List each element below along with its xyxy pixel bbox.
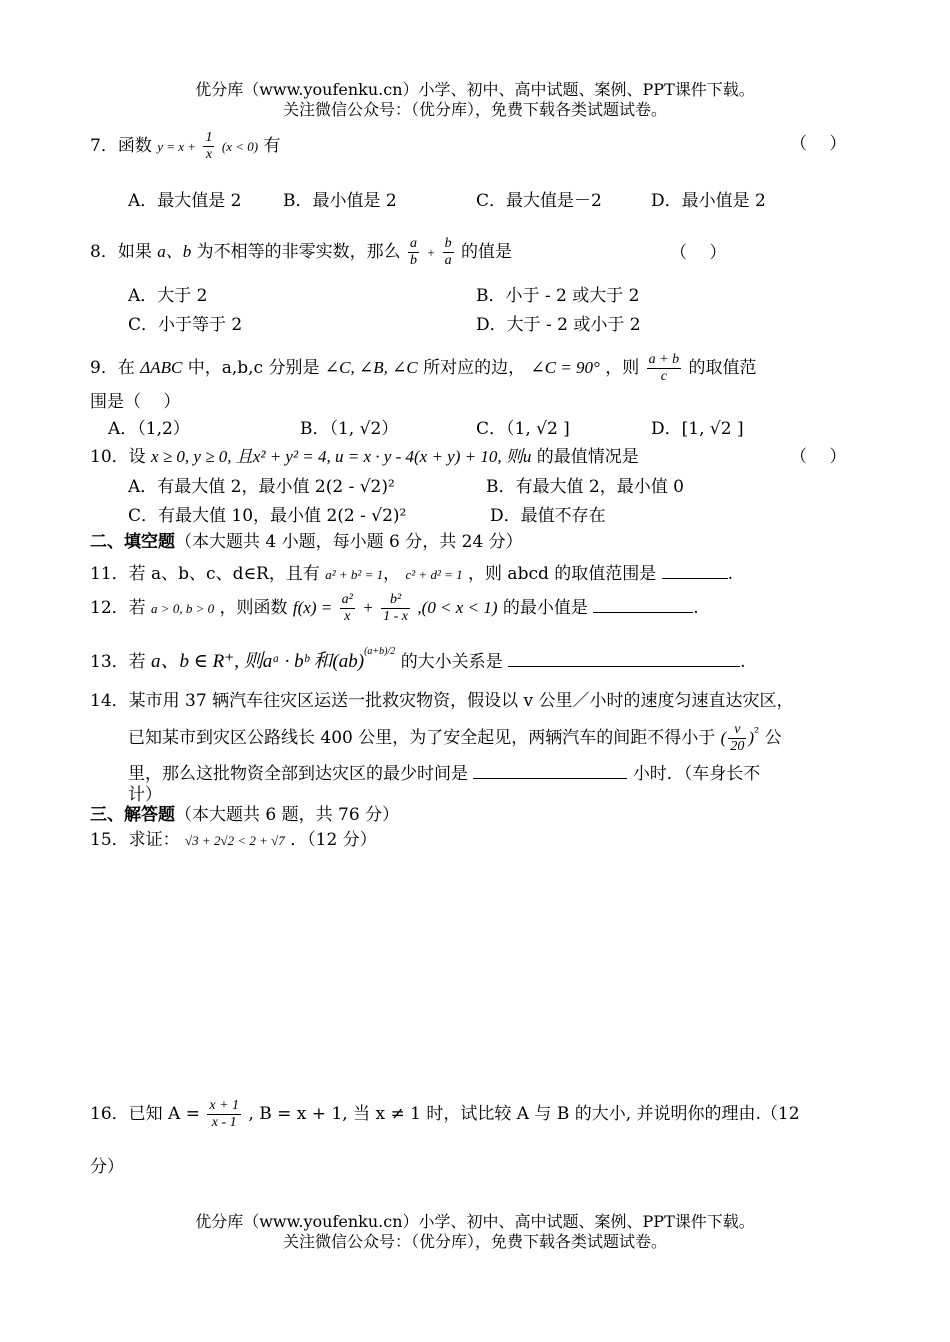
footer-line-2: 关注微信公众号：（优分库），免费下载各类试题试卷。 (282, 1232, 667, 1251)
header-line-1: 优分库（www.youfenku.cn）小学、初中、高中试题、案例、PPT课件下载。 (195, 80, 755, 99)
question-9 (90, 352, 757, 385)
q11-text-1: 11．若 a、b、c、d∈R，且有 (90, 564, 320, 584)
q8-fraction-a-over-b: $\frac{a}{b}$ (410, 236, 418, 268)
q16-text-1: 16．已知 A = (90, 1104, 200, 1124)
q9-triangle: ΔABC (140, 358, 183, 377)
q14-line-4: 计） (128, 785, 162, 805)
section-3-title: 三、解答题 (90, 805, 175, 825)
q7-answer-bracket: （ ） (790, 134, 847, 154)
q10-option-d: D．最值不存在 (490, 506, 606, 526)
q14-line-1: 14．某市用 37 辆汽车往灾区运送一批救灾物资，假设以 v 公里／小时的速度匀速直达灾区， (90, 691, 794, 711)
q9-continuation: 围是（ ） (90, 392, 181, 412)
q12-end: . (693, 598, 699, 618)
q12-fraction-2: $\frac{\text{b²}}{1 - x}$ (383, 592, 409, 624)
q8-option-a: A．大于 2 (128, 286, 208, 306)
q10-option-b: B．有最大值 2，最小值 0 (486, 477, 684, 497)
q7-fraction: $\frac{1}{x}$ (205, 130, 213, 162)
q7-suffix: 有 (263, 136, 281, 156)
section-2-desc: （本大题共 4 小题，每小题 6 分，共 24 分） (175, 532, 523, 552)
q9-suffix: 的取值范 (688, 358, 757, 378)
q11-formula-1: a² + b² = 1 (325, 567, 384, 582)
q12-fx: f(x) = (292, 598, 333, 617)
q9-mid: 中，a,b,c 分别是 (187, 358, 320, 378)
q8-option-c: C．小于等于 2 (128, 315, 243, 335)
q10-number: 10．设 (90, 447, 146, 467)
q9-option-b: B．（1, √2） (300, 419, 399, 439)
q7-option-b: B．最小值是 2 (283, 191, 397, 211)
q14-line-3 (128, 765, 760, 784)
q7-formula: y = x + (157, 139, 197, 154)
q9-angles: ∠C, ∠B, ∠C (324, 358, 418, 377)
question-10 (90, 448, 639, 467)
q8-mid: 为不相等的非零实数，那么 (196, 242, 401, 262)
q11-text-2: ，则 abcd 的取值范围是 (468, 564, 657, 584)
q13-formula: a、b ∈ R⁺, 则aᵃ · bᵇ 和(ab) (151, 651, 365, 672)
q10-formula: x ≥ 0, y ≥ 0, 且x² + y² = 4, u = x · y - 4(x + y) + 10, 则u (151, 447, 532, 466)
q11-formula-2: c² + d² = 1 (405, 567, 463, 582)
question-8 (90, 236, 512, 269)
q14-answer-blank[interactable] (473, 778, 627, 779)
q10-suffix: 的最值情况是 (536, 447, 639, 467)
q12-text-2: ，则函数 (219, 598, 288, 618)
q14-line-2b: 公 (764, 728, 782, 748)
q11-answer-blank[interactable] (662, 578, 728, 579)
q13-end: . (740, 652, 746, 672)
q9-number: 9．在 (90, 358, 135, 378)
q15-text-2: ．（12 分） (290, 830, 377, 850)
q8-option-d: D．大于 - 2 或小于 2 (476, 315, 641, 335)
q14-line-3b: 小时．（车身长不 (632, 764, 761, 784)
q8-suffix: 的值是 (461, 242, 513, 262)
q15-formula: √3 + 2√2 < 2 + √7 (185, 833, 285, 848)
q9-right-angle: ∠C = 90° (530, 358, 600, 377)
q13-exponent: (a+b)/2 (364, 646, 396, 658)
q12-range: ,(0 < x < 1) (417, 598, 498, 617)
q13-text-2: 的大小关系是 (400, 652, 503, 672)
q9-option-c: C．（1, √2 ] (476, 419, 570, 439)
q8-fraction-b-over-a: $\frac{b}{a}$ (444, 236, 452, 268)
q11-end: . (727, 564, 734, 584)
q9-option-a: A．（1,2） (108, 419, 190, 439)
q7-option-a: A．最大值是 2 (128, 191, 242, 211)
question-13 (90, 646, 746, 673)
q12-fraction-1: $\frac{\text{a²}}{x}$ (341, 592, 353, 624)
q12-text-1: 12．若 (90, 598, 146, 618)
q8-option-b: B．小于 - 2 或大于 2 (476, 286, 640, 306)
q8-vars: a、b (157, 242, 192, 261)
q16-continuation: 分） (90, 1157, 124, 1177)
q12-text-3: 的最小值是 (502, 598, 588, 618)
q9-fraction: $\frac{a + b}{c}$ (648, 352, 680, 384)
q8-answer-bracket: （ ） (670, 243, 727, 263)
q7-option-d: D．最小值是 2 (651, 191, 766, 211)
section-2-heading (90, 533, 523, 552)
q9-mid2: 所对应的边， (423, 358, 526, 378)
q14-square: ² (754, 725, 760, 741)
footer-line-1: 优分库（www.youfenku.cn）小学、初中、高中试题、案例、PPT课件下载。 (195, 1212, 755, 1231)
q16-fraction: $\frac{x + 1}{x - 1}$ (209, 1098, 240, 1130)
q16-text-2: , B = x + 1, 当 x ≠ 1 时，试比较 A 与 B 的大小, 并说明你的理由.（12 (248, 1104, 800, 1124)
q14-line-2: 已知某市到灾区公路线长 400 公里，为了安全起见，两辆汽车的间距不得小于 ( $\frac{v}{20}$ )$^{^2}$ 公 (128, 722, 782, 754)
q9-mid3: ，则 (605, 358, 640, 378)
question-15 (90, 831, 377, 850)
q14-fraction: $\frac{v}{20}$ (730, 722, 745, 754)
q14-line-2a: 已知某市到灾区公路线长 400 公里，为了安全起见，两辆汽车的间距不得小于 (128, 728, 716, 748)
q8-number: 8．如果 (90, 242, 152, 262)
header-line-2: 关注微信公众号：（优分库），免费下载各类试题试卷。 (282, 100, 667, 119)
question-12 (90, 592, 699, 625)
q9-option-d: D．[1, √2 ] (651, 419, 744, 439)
q10-answer-bracket: （ ） (790, 447, 847, 467)
question-7 (90, 130, 281, 163)
q7-option-c: C．最大值是－2 (476, 191, 602, 211)
q12-answer-blank[interactable] (593, 612, 693, 613)
section-3-heading (90, 806, 399, 825)
q8-plus: + (426, 245, 436, 260)
q12-condition: a > 0, b > 0 (151, 601, 215, 616)
q11-sep: ， (383, 564, 401, 584)
q12-plus: + (362, 598, 374, 617)
q15-text-1: 15．求证： (90, 830, 180, 850)
q7-condition: (x < 0) (221, 139, 259, 154)
section-3-desc: （本大题共 6 题，共 76 分） (175, 805, 400, 825)
q13-answer-blank[interactable] (508, 666, 740, 667)
q14-line-3a: 里，那么这批物资全部到达灾区的最少时间是 (128, 764, 468, 784)
q10-option-c: C．有最大值 10，最小值 2(2 - √2)² (128, 506, 407, 526)
q7-number: 7．函数 (90, 136, 152, 156)
question-11 (90, 565, 733, 584)
question-16 (90, 1098, 800, 1131)
section-2-title: 二、填空题 (90, 532, 175, 552)
q10-option-a: A．有最大值 2，最小值 2(2 - √2)² (128, 477, 395, 497)
q13-text-1: 13．若 (90, 652, 146, 672)
